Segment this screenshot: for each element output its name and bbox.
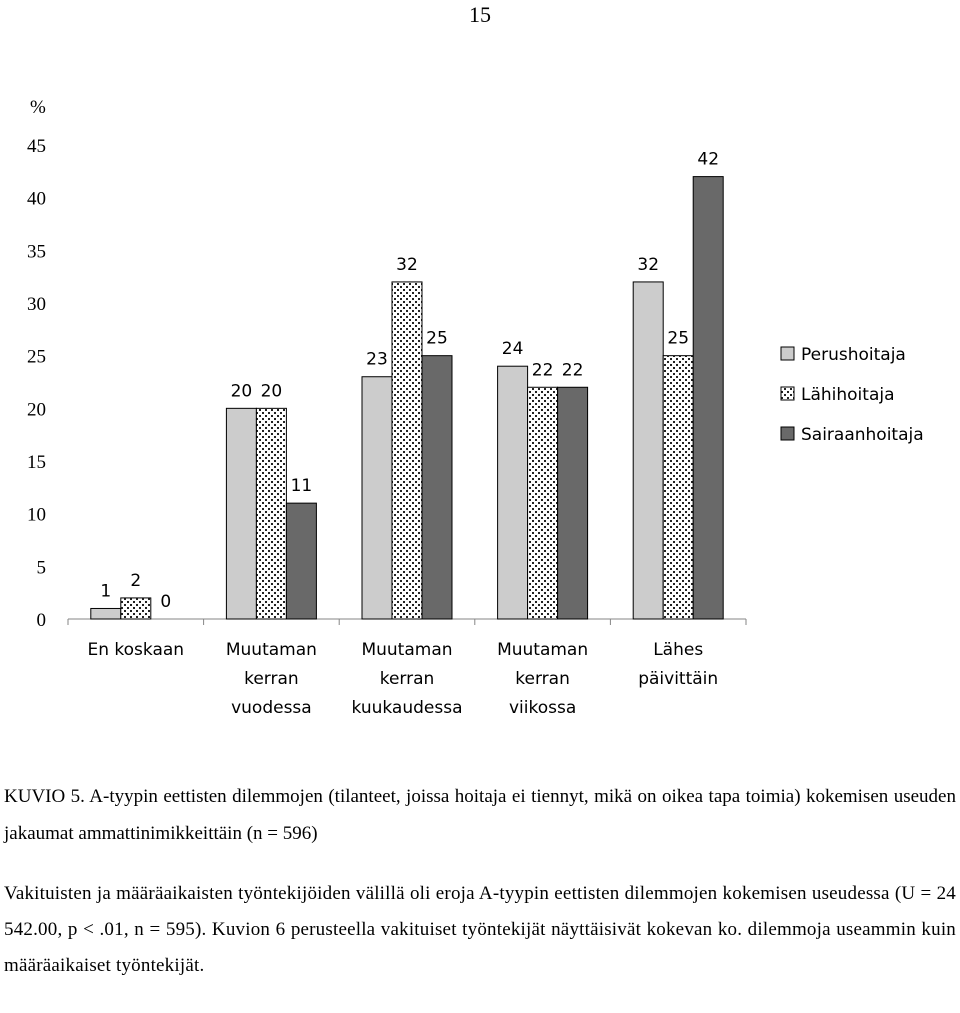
x-tick-label: viikossa	[508, 698, 577, 718]
x-tick-label: vuodessa	[231, 698, 312, 718]
legend-swatch	[781, 427, 794, 440]
data-label: 22	[561, 360, 584, 381]
data-label: 25	[426, 328, 448, 349]
x-tick-label: Muutaman	[361, 640, 453, 660]
bar	[362, 377, 392, 619]
body-paragraph: Vakituisten ja määräaikaisten työntekijöiden välillä oli eroja A-tyypin eettisten dilemmojen kokemisen useudessa (U = 24 542.00, p < .01, n = 595). Kuvion 6 perusteella vakituiset työntekijät näyttäisivät kokevan ko. dilemmoja useammin kuin määräaikaiset työntekijät.	[4, 883, 956, 976]
legend-entry: Lähihoitaja	[801, 385, 895, 405]
x-tick-label: En koskaan	[87, 640, 185, 660]
x-tick-label: kerran	[379, 669, 435, 689]
data-label: 20	[260, 381, 283, 402]
y-tick-label: 45	[27, 136, 46, 157]
data-label: 0	[160, 592, 172, 612]
legend-swatch	[781, 387, 794, 400]
chart-legend	[781, 345, 924, 445]
data-label: 2	[130, 570, 142, 591]
y-tick-label: 20	[27, 399, 46, 421]
data-label: 24	[501, 339, 524, 360]
bar	[693, 177, 723, 619]
bar	[286, 503, 316, 619]
x-tick-label: kuukaudessa	[351, 698, 463, 718]
bar	[392, 282, 422, 619]
x-tick-label: kerran	[515, 669, 570, 689]
bar	[633, 282, 663, 619]
x-tick-label: Muutaman	[497, 640, 589, 660]
data-label: 23	[366, 349, 388, 370]
bar	[663, 356, 693, 619]
page-number: 15	[469, 2, 491, 27]
x-tick-label: päivittäin	[638, 669, 719, 689]
data-label: 25	[667, 328, 690, 349]
x-tick-label: kerran	[244, 669, 299, 689]
bar	[528, 387, 558, 619]
chart-bars	[91, 177, 723, 619]
y-tick-label: 10	[27, 504, 46, 526]
data-label: 32	[637, 254, 660, 275]
bar	[91, 608, 121, 619]
y-tick-label: 0	[36, 610, 46, 631]
y-tick-label: 35	[27, 241, 46, 263]
y-tick-label: 40	[27, 188, 46, 210]
bar	[226, 408, 256, 619]
legend-entry: Perushoitaja	[801, 345, 906, 365]
bar	[121, 598, 151, 619]
bar	[558, 387, 588, 619]
x-tick-label: Muutaman	[225, 640, 317, 660]
data-label: 20	[230, 381, 253, 402]
y-axis-label: %	[30, 97, 46, 118]
data-label: 32	[396, 254, 418, 275]
bar	[498, 366, 528, 619]
data-label: 11	[290, 476, 313, 497]
bar	[256, 408, 286, 619]
legend-swatch	[781, 347, 794, 360]
data-label: 1	[100, 581, 112, 602]
figure-caption: KUVIO 5. A-tyypin eettisten dilemmojen (tilanteet, joissa hoitaja ei tiennyt, mikä on oikea tapa toimia) kokemisen useuden jakaumat ammattinimikkeittäin (n = 596)	[4, 786, 956, 844]
y-tick-label: 30	[27, 294, 46, 315]
y-tick-label: 15	[27, 452, 46, 473]
x-tick-label: Lähes	[653, 640, 704, 660]
y-tick-label: 25	[27, 346, 46, 368]
bar	[422, 356, 452, 619]
legend-entry: Sairaanhoitaja	[801, 425, 924, 445]
data-label: 42	[697, 149, 720, 170]
y-tick-label: 5	[36, 557, 46, 579]
data-label: 22	[531, 360, 554, 381]
